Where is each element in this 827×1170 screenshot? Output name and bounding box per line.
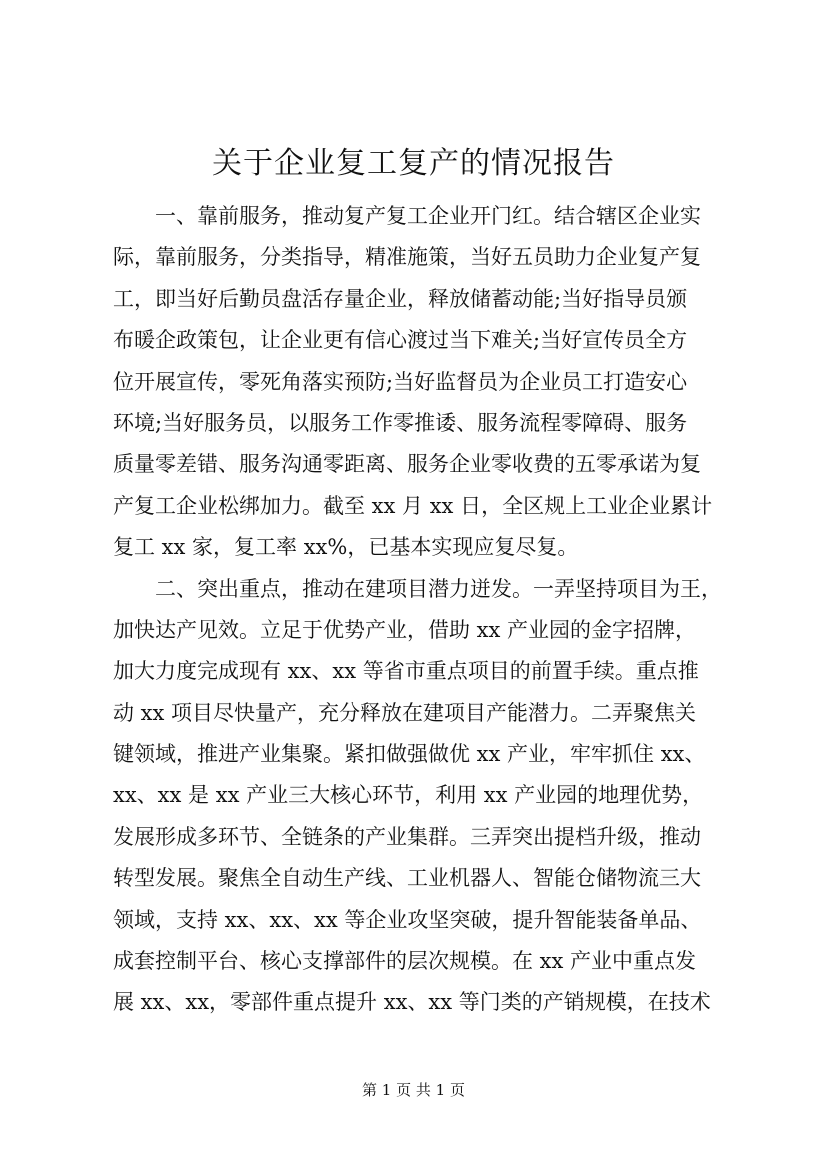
paragraph-line: 质量零差错、服务沟通零距离、服务企业零收费的五零承诺为复: [113, 452, 701, 477]
paragraph-line: 成套控制平台、核心支撑部件的层次规模。在 xx 产业中重点发: [113, 949, 697, 974]
paragraph-line: 环境;当好服务员，以服务工作零推诿、服务流程零障碍、服务: [113, 410, 688, 435]
paragraph-line: 发展形成多环节、全链条的产业集群。三弄突出提档升级，推动: [113, 824, 701, 849]
paragraph-line: 际，靠前服务，分类指导，精准施策，当好五员助力企业复产复: [113, 245, 701, 270]
paragraph-line: 动 xx 项目尽快量产，充分释放在建项目产能潜力。二弄聚焦关: [113, 700, 697, 725]
paragraph-line: 二、突出重点，推动在建项目潜力迸发。一弄坚持项目为王，: [155, 576, 722, 601]
paragraph-line: 布暖企政策包，让企业更有信心渡过当下难关;当好宣传员全方: [113, 328, 688, 353]
paragraph-line: 展 xx、xx，零部件重点提升 xx、xx 等门类的产销规模，在技术: [113, 990, 711, 1015]
document-body: [113, 196, 753, 1024]
paragraph-line: 领域，支持 xx、xx、xx 等企业攻坚突破，提升智能装备单品、: [113, 907, 702, 932]
paragraph-line: 产复工企业松绑加力。截至 xx 月 xx 日，全区规上工业企业累计: [113, 493, 713, 518]
page-footer: 第 1 页 共 1 页: [362, 1081, 465, 1099]
paragraph-line: xx、xx 是 xx 产业三大核心环节，利用 xx 产业园的地理优势，: [113, 783, 704, 808]
paragraph-line: 工，即当好后勤员盘活存量企业，释放储蓄动能;当好指导员颁: [113, 286, 688, 311]
paragraph-line: 加大力度完成现有 xx、xx 等省市重点项目的前置手续。重点推: [113, 659, 699, 684]
paragraph-line: 位开展宣传，零死角落实预防;当好监督员为企业员工打造安心: [113, 369, 688, 394]
paragraph-line: 转型发展。聚焦全自动生产线、工业机器人、智能仓储物流三大: [113, 866, 701, 891]
document-title: 关于企业复工复产的情况报告: [212, 146, 615, 181]
paragraph-line: 加快达产见效。立足于优势产业，借助 xx 产业园的金字招牌，: [113, 617, 697, 642]
paragraph-line: 一、靠前服务，推动复产复工企业开门红。结合辖区企业实: [155, 204, 701, 228]
paragraph-line: 键领域，推进产业集聚。紧扣做强做优 xx 产业，牢牢抓住 xx、: [113, 742, 706, 767]
paragraph-line: 复工 xx 家，复工率 xx%，已基本实现应复尽复。: [113, 535, 579, 560]
